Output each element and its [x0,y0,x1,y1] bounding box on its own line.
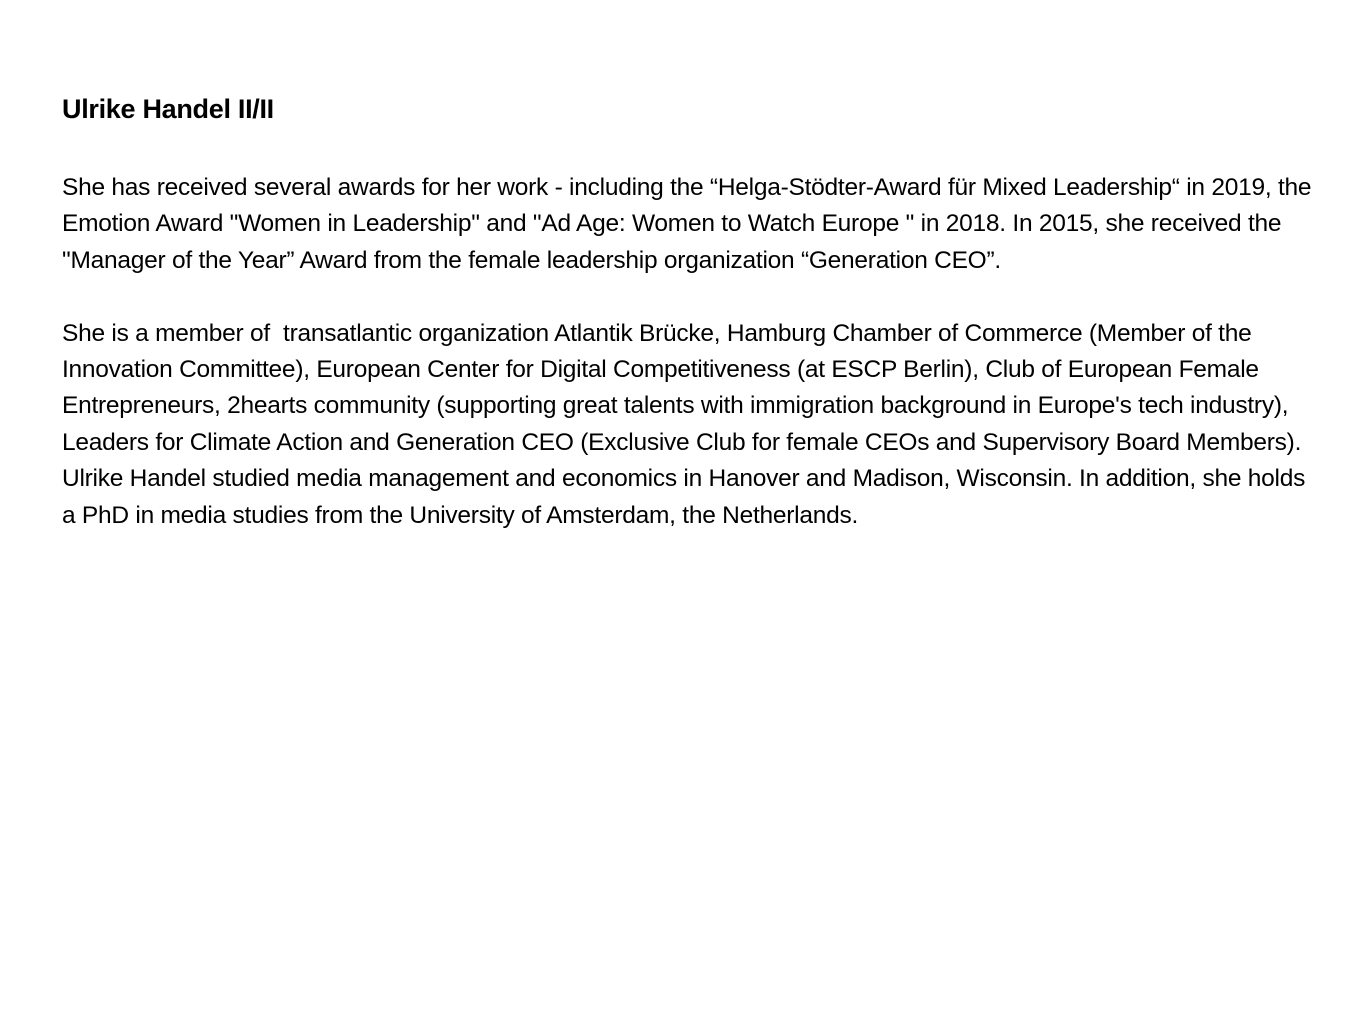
awards-paragraph: She has received several awards for her work - including the “Helga-Stödter-Award für Mixed Leadership“ in 2019, the Emotion Award "Women in Leadership" and "Ad Age: Women to Watch Europe " in 2018. In 2015, she received the "Manager of the Year” Award from the female leadership organization “Generation CEO”. [62,174,1318,274]
memberships-paragraph: She is a member of transatlantic organization Atlantik Brücke, Hamburg Chamber of Commerce (Member of the Innovation Committee), European Center for Digital Competitiveness (at ESCP Berlin), Club of European Female Entrepreneurs, 2hearts community (supporting great talents with immigration background in Europe's tech industry), Leaders for Climate Action and Generation CEO (Exclusive Club for female CEOs and Supervisory Board Members). [62,319,1302,456]
slide-body [62,170,1322,534]
education-paragraph: Ulrike Handel studied media management and economics in Hanover and Madison, Wisconsin. In addition, she holds a PhD in media studies from the University of Amsterdam, the Netherlands. [62,465,1312,529]
paragraph-spacer [62,279,1322,315]
slide-title: Ulrike Handel II/II [62,94,274,124]
